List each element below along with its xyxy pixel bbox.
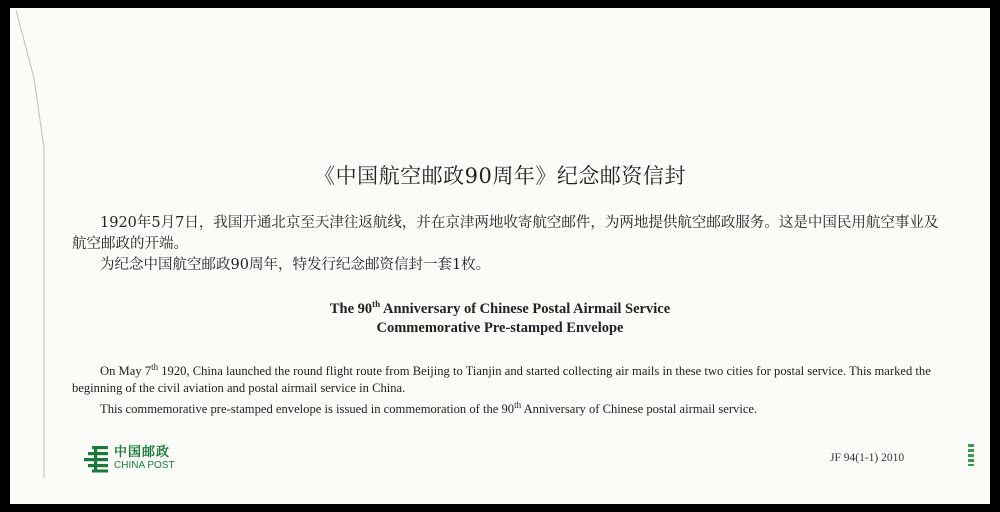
- logo-text-en: CHINA POST: [114, 460, 175, 471]
- logo-text: [114, 446, 175, 472]
- envelope-back: [10, 8, 990, 504]
- paragraph-en-history: On May 7th 1920, China launched the round flight route from Beijing to Tianjin and started collecting air mails in these two cities for postal service. This marked the beginning of the civil aviation and postal airmail service in China.: [72, 362, 931, 396]
- title-english: [10, 295, 990, 338]
- catalog-code: JF 94(1-1) 2010: [830, 452, 905, 464]
- china-post-logo: [82, 445, 175, 473]
- paragraph-en-issue: This commemorative pre-stamped envelope is issued in commemoration of the 90th Anniversary of Chinese postal airmail service.: [100, 400, 758, 417]
- envelope-flap-edge: [10, 8, 70, 504]
- description-english: [72, 359, 952, 418]
- title-english-line1: The 90th Anniversary of Chinese Postal Airmail Service: [329, 299, 671, 317]
- title-english-line2: Commemorative Pre-stamped Envelope: [376, 319, 624, 336]
- logo-text-cn: 中国邮政: [114, 445, 171, 460]
- china-post-logo-icon: [82, 445, 110, 473]
- paragraph-cn-issue: 为纪念中国航空邮政90周年，特发行纪念邮资信封一套1枚。: [100, 257, 491, 273]
- postage-edge-mark: [968, 444, 974, 466]
- description-chinese: [72, 213, 952, 276]
- paragraph-cn-history: 1920年5月7日，我国开通北京至天津往返航线，并在京津两地收寄航空邮件，为两地提供航空邮政服务。这是中国民用航空事业及航空邮政的开端。: [72, 215, 939, 252]
- title-chinese: 《中国航空邮政90周年》纪念邮资信封: [314, 164, 686, 188]
